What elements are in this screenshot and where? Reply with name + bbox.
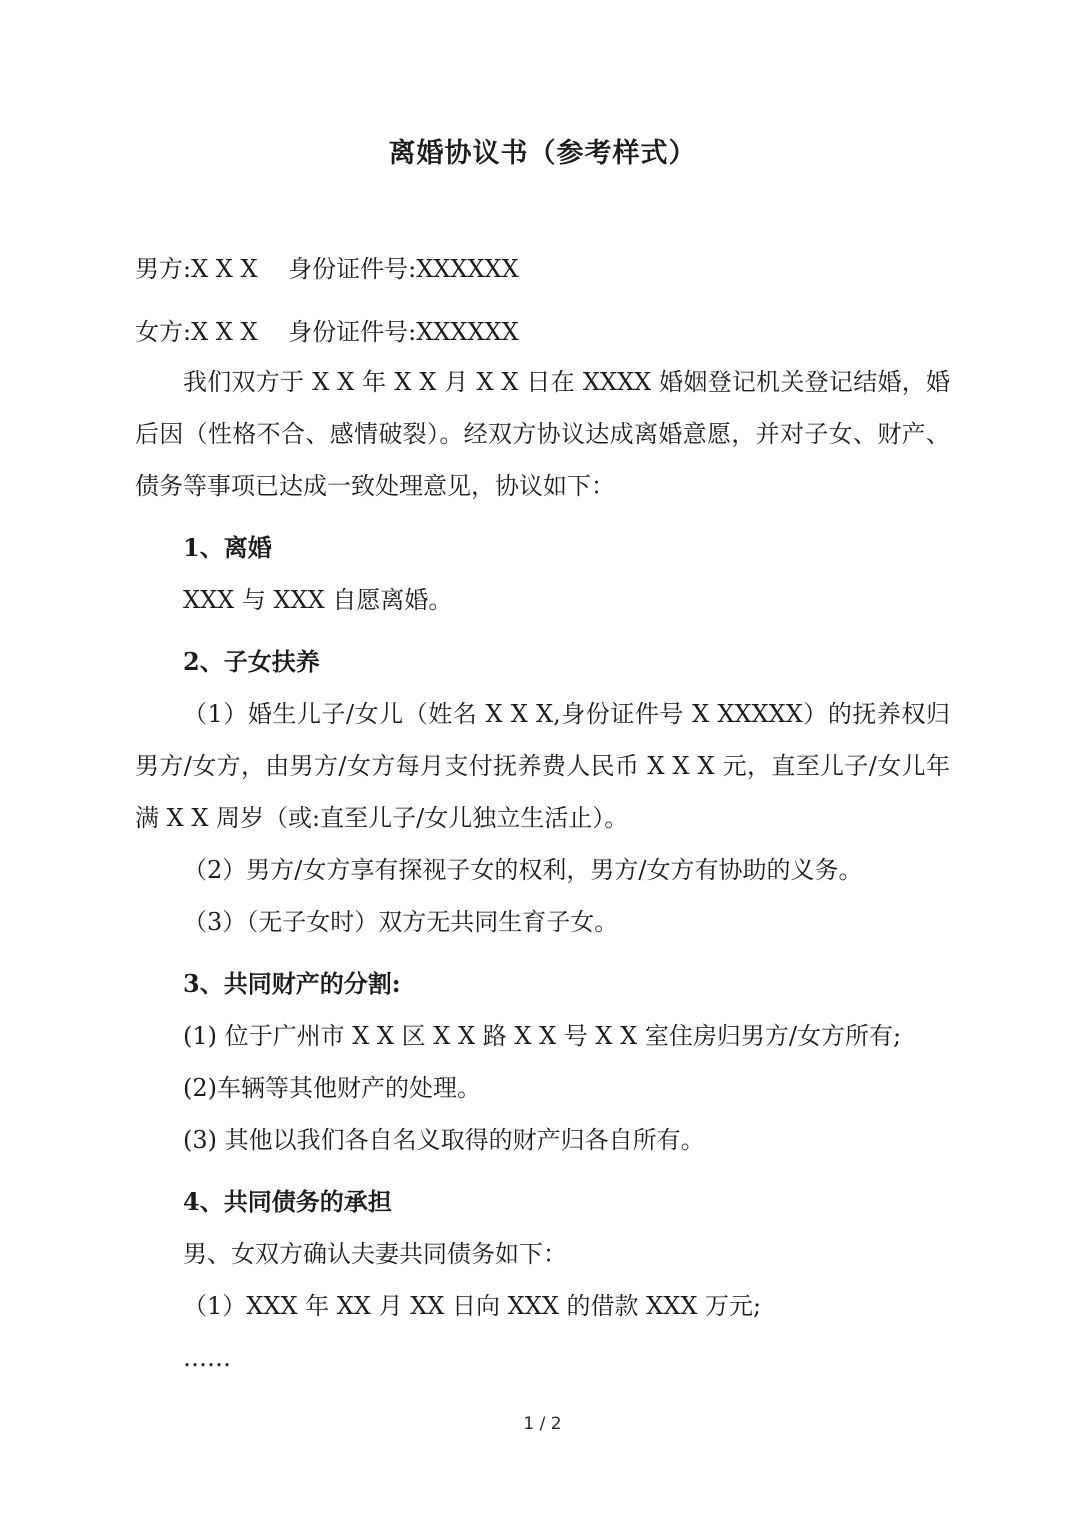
document-title: 离婚协议书（参考样式） — [388, 138, 697, 169]
section-paragraph-ellipsis: …… — [183, 1344, 231, 1372]
section-paragraph: 男、女双方确认夫妻共同债务如下： — [183, 1240, 567, 1268]
section-heading-property-division: 3、共同财产的分割: — [183, 969, 401, 998]
section-paragraph: （1）XXX 年 XX 月 XX 日向 XXX 的借款 XXX 万元; — [183, 1292, 762, 1320]
section-paragraph: (2)车辆等其他财产的处理。 — [183, 1074, 481, 1102]
party-line-male: 男方:X X X 身份证件号:XXXXXX — [135, 255, 519, 283]
section-paragraph: （2）男方/女方享有探视子女的权利，男方/女方有协助的义务。 — [183, 856, 863, 884]
section-paragraph: （3）（无子女时）双方无共同生育子女。 — [183, 908, 619, 936]
section-paragraph: XXX 与 XXX 自愿离婚。 — [183, 586, 453, 614]
section-paragraph: （1）婚生儿子/女儿（姓名 X X X,身份证件号 X XXXXX）的抚养权归男方/女方，由男方/女方每月支付抚养费人民币 X X X 元，直至儿子/女儿年满 X X 周岁（或:直至儿子/女儿独立生活止）。 — [135, 700, 950, 832]
intro-paragraph: 我们双方于 X X 年 X X 月 X X 日在 XXXX 婚姻登记机关登记结婚，婚后因（性格不合、感情破裂）。经双方协议达成离婚意愿，并对子女、财产、债务等事项已达成一致处理意见，协议如下： — [135, 368, 950, 500]
section-paragraph: (3) 其他以我们各自名义取得的财产归各自所有。 — [183, 1126, 705, 1154]
section-paragraph: (1) 位于广州市 X X 区 X X 路 X X 号 X X 室住房归男方/女方所有; — [183, 1022, 902, 1050]
party-line-female: 女方:X X X 身份证件号:XXXXXX — [135, 318, 519, 346]
page-number-indicator: 1 / 2 — [523, 1414, 562, 1434]
section-heading-joint-debts: 4、共同债务的承担 — [183, 1187, 392, 1216]
section-heading-child-custody: 2、子女扶养 — [183, 647, 320, 676]
section-heading-divorce: 1、离婚 — [183, 533, 272, 562]
